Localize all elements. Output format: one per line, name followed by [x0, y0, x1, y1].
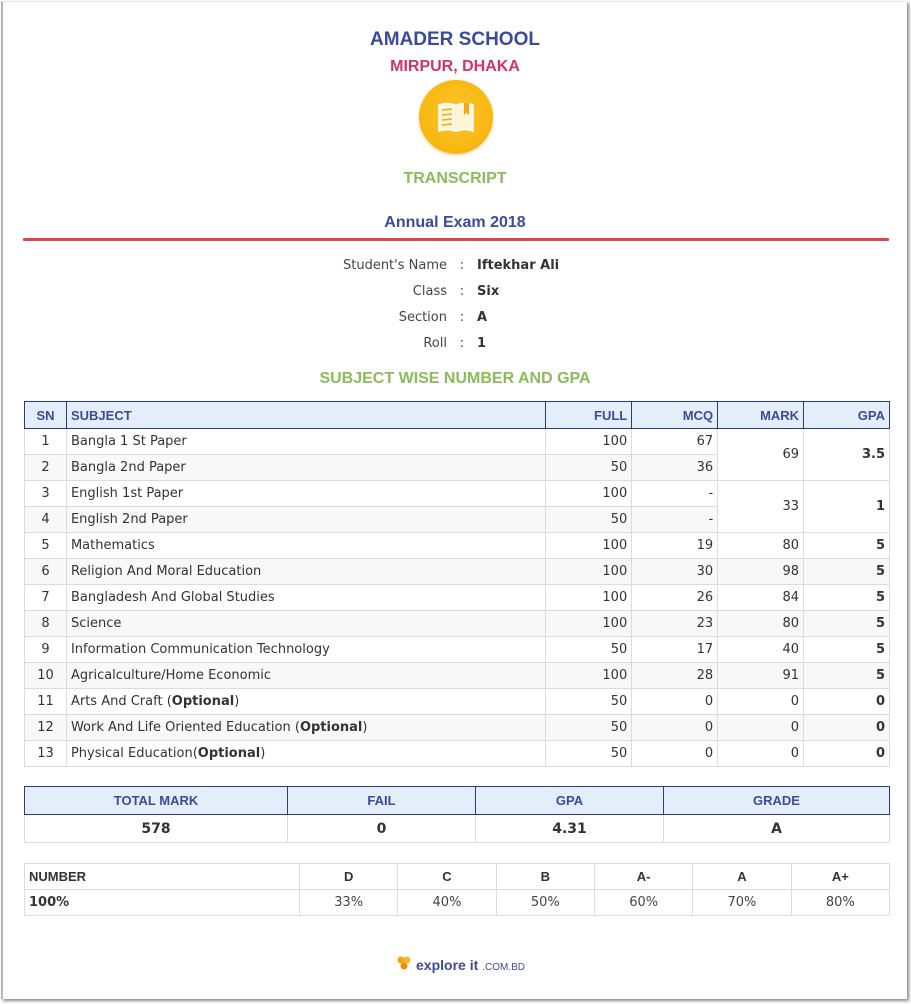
table-row: 6 Religion And Moral Education 100 30 98 5 — [25, 559, 890, 585]
school-logo — [419, 80, 493, 154]
table-row: 12 Work And Life Oriented Education (Optional) 50 0 0 0 — [25, 715, 890, 741]
grade-scale-header-row: NUMBER D C B A- A A+ — [25, 864, 890, 890]
class-value: Six — [477, 283, 500, 299]
table-row: 3 English 1st Paper 100 - 33 1 — [25, 481, 890, 507]
student-name-row: Student's Name : Iftekhar Ali — [3, 252, 907, 278]
exam-title: Annual Exam 2018 — [384, 214, 526, 231]
col-gpa: GPA — [804, 402, 890, 429]
grade-scale-table — [24, 863, 890, 916]
final-grade: A — [664, 815, 890, 843]
section-row: Section : A — [3, 304, 907, 330]
divider — [23, 238, 889, 241]
class-row: Class : Six — [3, 278, 907, 304]
col-mark: MARK — [718, 402, 804, 429]
grade-scale-values-row: 100% 33% 40% 50% 60% 70% 80% — [25, 890, 890, 916]
table-row: 1 Bangla 1 St Paper 100 67 69 3.5 — [25, 429, 890, 455]
col-total-mark: TOTAL MARK — [25, 787, 288, 815]
summary-header-row — [25, 787, 890, 815]
field-label: Class — [412, 283, 447, 299]
marks-table — [24, 401, 890, 767]
col-fail: FAIL — [288, 787, 476, 815]
table-row: 10 Agricalculture/Home Economic 100 28 91 5 — [25, 663, 890, 689]
brand-domain: .COM.BD — [482, 962, 526, 973]
footer-brand — [396, 956, 525, 973]
table-header-row — [25, 402, 890, 429]
optional-tag: Optional — [171, 694, 235, 709]
transcript-page — [1, 1, 907, 999]
col-grade: GRADE — [664, 787, 890, 815]
roll-value: 1 — [477, 335, 487, 351]
field-label: Student's Name — [342, 257, 447, 273]
optional-tag: Optional — [197, 746, 261, 761]
section-value: A — [477, 309, 488, 325]
document-title: TRANSCRIPT — [403, 170, 507, 187]
col-subject: SUBJECT — [66, 402, 545, 429]
table-row: 8 Science 100 23 80 5 — [25, 611, 890, 637]
roll-row: Roll : 1 — [3, 330, 907, 356]
field-label: Roll — [423, 335, 447, 351]
student-info — [3, 252, 907, 356]
marks-section-title: SUBJECT WISE NUMBER AND GPA — [319, 370, 591, 387]
table-row: 7 Bangladesh And Global Studies 100 26 84 5 — [25, 585, 890, 611]
brand-hexagon-icon — [396, 956, 413, 970]
col-full: FULL — [546, 402, 632, 429]
col-sn: SN — [25, 402, 67, 429]
optional-tag: Optional — [299, 720, 363, 735]
table-row: 5 Mathematics 100 19 80 5 — [25, 533, 890, 559]
total-mark: 578 — [25, 815, 288, 843]
fail-count: 0 — [288, 815, 476, 843]
brand-name: explore it — [416, 957, 479, 973]
summary-table — [24, 786, 890, 843]
school-location: MIRPUR, DHAKA — [390, 58, 520, 75]
field-label: Section — [398, 309, 447, 325]
table-row: 13 Physical Education(Optional) 50 0 0 0 — [25, 741, 890, 767]
table-row: 11 Arts And Craft (Optional) 50 0 0 0 — [25, 689, 890, 715]
final-gpa: 4.31 — [476, 815, 664, 843]
school-name: AMADER SCHOOL — [370, 29, 540, 50]
table-row: 9 Information Communication Technology 50 17 40 5 — [25, 637, 890, 663]
table-row: 2 Bangla 2nd Paper 50 36 — [25, 455, 890, 481]
table-row: 4 English 2nd Paper 50 - — [25, 507, 890, 533]
open-book-icon — [436, 100, 476, 134]
col-mcq: MCQ — [632, 402, 718, 429]
col-gpa: GPA — [476, 787, 664, 815]
student-name: Iftekhar Ali — [477, 257, 560, 273]
summary-values-row — [25, 815, 890, 843]
